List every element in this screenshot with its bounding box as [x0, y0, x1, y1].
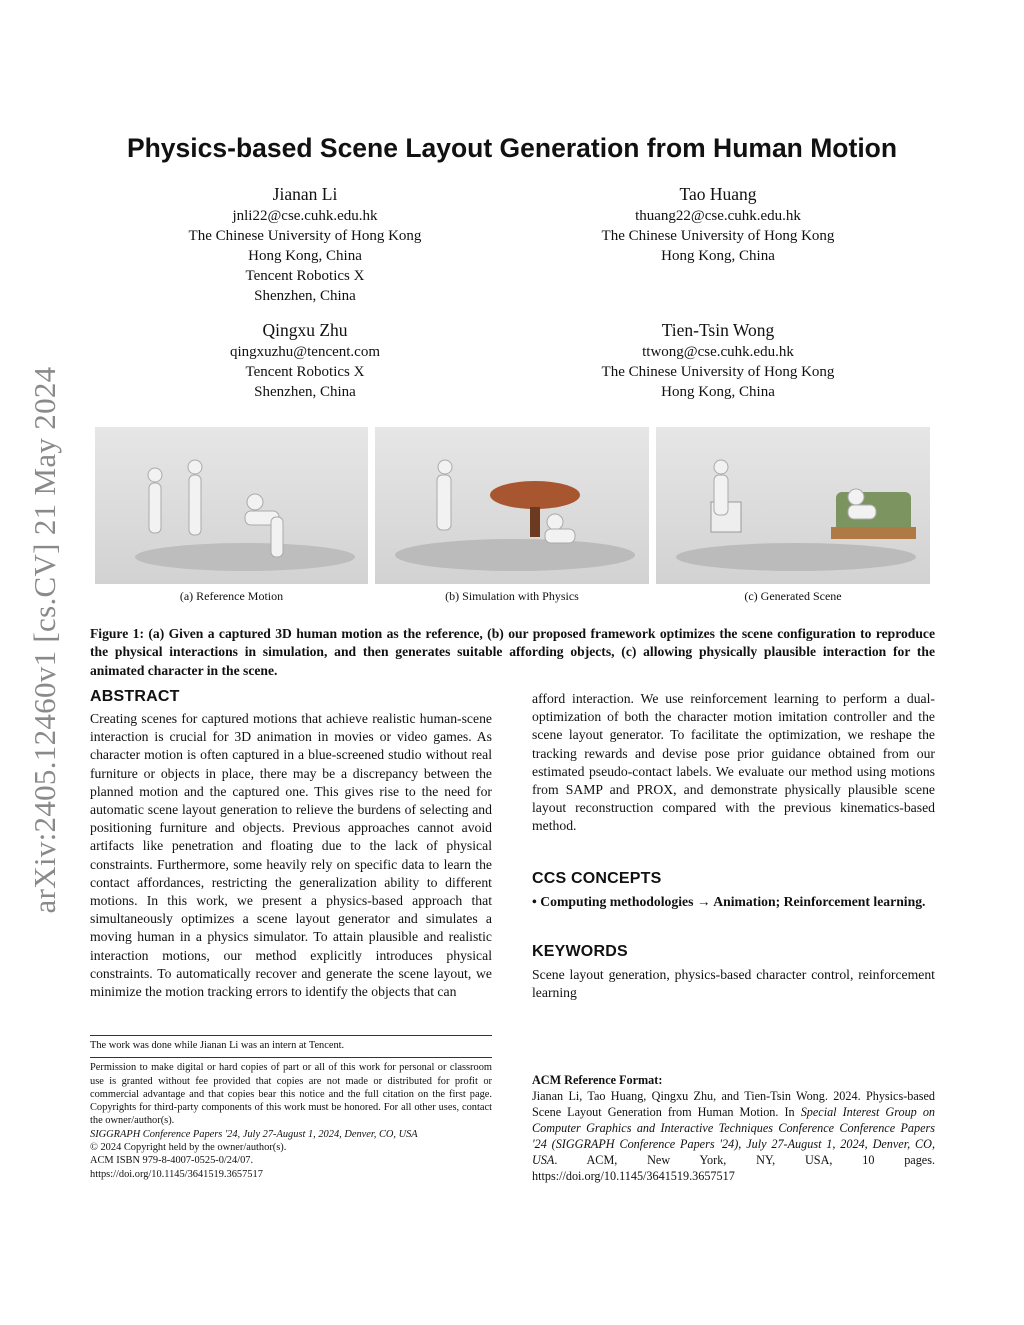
- subcaption-a: (a) Reference Motion: [179, 589, 284, 603]
- author-block-1: [125, 182, 485, 306]
- intern-footnote: The work was done while Jianan Li was an intern at Tencent.: [90, 1040, 345, 1051]
- figure-panel-simulation: [375, 427, 649, 584]
- subcaption-c: (c) Generated Scene: [744, 589, 842, 603]
- author-block-3: [125, 318, 485, 402]
- figure-panel-generated-scene: [656, 427, 930, 584]
- copyright: © 2024 Copyright held by the owner/author(s).: [90, 1142, 287, 1154]
- author-location: Shenzhen, China: [254, 288, 356, 304]
- author-affiliation: Tencent Robotics X: [245, 268, 365, 284]
- author-email: qingxuzhu@tencent.com: [229, 344, 381, 360]
- author-email: thuang22@cse.cuhk.edu.hk: [635, 208, 801, 224]
- ccs-text: • Computing methodologies → Animation; Reinforcement learning.: [532, 893, 926, 909]
- acm-reference: [532, 1072, 935, 1184]
- acm-reference-venue: Special Interest Group on Computer Graphics and Interactive Techniques Conference Conference Papers '24 (SIGGRAPH Conference Papers '24), July 27-August 1, 2024, Denver, CO, USA: [532, 1105, 936, 1167]
- paper-title: Physics-based Scene Layout Generation from Human Motion: [126, 133, 898, 163]
- venue-text: SIGGRAPH Conference Papers '24, July 27-August 1, 2024, Denver, CO, USA: [90, 1128, 418, 1140]
- footnotes: [90, 1035, 492, 1181]
- author-name: Jianan Li: [272, 184, 338, 204]
- figure-panel-reference-motion: [95, 427, 368, 584]
- acm-reference-authors: Jianan Li, Tao Huang, Qingxu Zhu, and Tien-Tsin Wong. 2024. Physics-based Scene Layout Generation from Human Motion. In: [532, 1089, 935, 1119]
- author-location: Hong Kong, China: [248, 248, 362, 264]
- author-location: Hong Kong, China: [661, 248, 775, 264]
- abstract-left-column: [90, 688, 492, 1001]
- author-block-4: [538, 318, 898, 402]
- permission-notice: Permission to make digital or hard copies of part or all of this work for personal or classroom use is granted without fee provided that copies are not made or distributed for profit or commercial advantage and that copies bear this notice and the full citation on the first page. Copyrights for third-party components of this work must be honored. For all other uses, contact the owner/author(s).: [90, 1062, 492, 1127]
- doi-link[interactable]: https://doi.org/10.1145/3641519.3657517: [90, 1168, 263, 1180]
- author-location: Hong Kong, China: [661, 384, 775, 400]
- author-email: ttwong@cse.cuhk.edu.hk: [642, 344, 794, 360]
- author-name: Tien-Tsin Wong: [661, 320, 775, 340]
- isbn: ACM ISBN 979-8-4007-0525-0/24/07.: [90, 1155, 254, 1167]
- keywords-heading: KEYWORDS: [532, 942, 628, 960]
- abstract-continued: afford interaction. We use reinforcement learning to perform a dual-optimization of both the character motion imitation controller and the scene layout generator. To facilitate the optimization, we reshape the tracking rewards and devise pose prior guidance obtained from our estimated pseudo-contact labels. We evaluate our method using motions from SAMP and PROX, and demonstrate physically plausible scene layout reconstruction compared with the previous kinematics-based method.: [532, 691, 935, 834]
- author-name: Tao Huang: [679, 184, 757, 204]
- acm-reference-heading: ACM Reference Format:: [532, 1073, 663, 1087]
- author-affiliation: The Chinese University of Hong Kong: [188, 228, 422, 244]
- author-affiliation: The Chinese University of Hong Kong: [601, 228, 835, 244]
- acm-reference-publisher: . ACM, New York, NY, USA, 10 pages. https://doi.org/10.1145/3641519.3657517: [532, 1153, 935, 1183]
- footnote-divider: [90, 1035, 492, 1036]
- venue: [90, 1128, 492, 1141]
- author-name: Qingxu Zhu: [262, 320, 348, 340]
- author-location: Shenzhen, China: [254, 384, 356, 400]
- abstract-heading: ABSTRACT: [90, 688, 180, 705]
- author-affiliation: Tencent Robotics X: [245, 364, 365, 380]
- keywords-text: Scene layout generation, physics-based character control, reinforcement learning: [532, 966, 935, 1001]
- author-block-2: [538, 182, 898, 266]
- footnote-divider: [90, 1057, 492, 1058]
- arxiv-stamp: arXiv:2405.12460v1 [cs.CV] 21 May 2024: [27, 366, 62, 914]
- author-affiliation: The Chinese University of Hong Kong: [601, 364, 835, 380]
- figure-caption: Figure 1: (a) Given a captured 3D human motion as the reference, (b) our proposed framework optimizes the scene configuration to reproduce the physical interactions in simulation, and then generates suitable affording objects, (c) allowing physically plausible interaction for the animated character in the scene.: [90, 626, 935, 678]
- ccs-heading: CCS CONCEPTS: [532, 869, 662, 887]
- subcaption-b: (b) Simulation with Physics: [445, 589, 579, 603]
- right-column: [532, 690, 935, 1002]
- author-email: jnli22@cse.cuhk.edu.hk: [232, 208, 378, 224]
- abstract-text: Creating scenes for captured motions that achieve realistic human-scene interaction is crucial for 3D animation in movies or video games. As character motion is often captured in a blue-screened studio without real furniture or objects in place, there may be a discrepancy between the planned motion and the captured one. This gives rise to the need for automatic scene layout generation to relieve the burdens of selecting and positioning furniture and objects. Previous approaches cannot avoid artifacts like penetration and floating due to the lack of physical constraints. Furthermore, some heavily rely on specific data to learn the contact affordances, restricting the generalization ability to different motions. In this work, we present a physics-based approach that simultaneously optimizes a scene layout generator and simulates a moving human in a physics simulator. To attain plausible and realistic interaction motions, our method explicitly introduces physical constraints. To automatically recover and generate the scene layout, we minimize the motion tracking errors to identify the objects that can: [90, 711, 492, 1000]
